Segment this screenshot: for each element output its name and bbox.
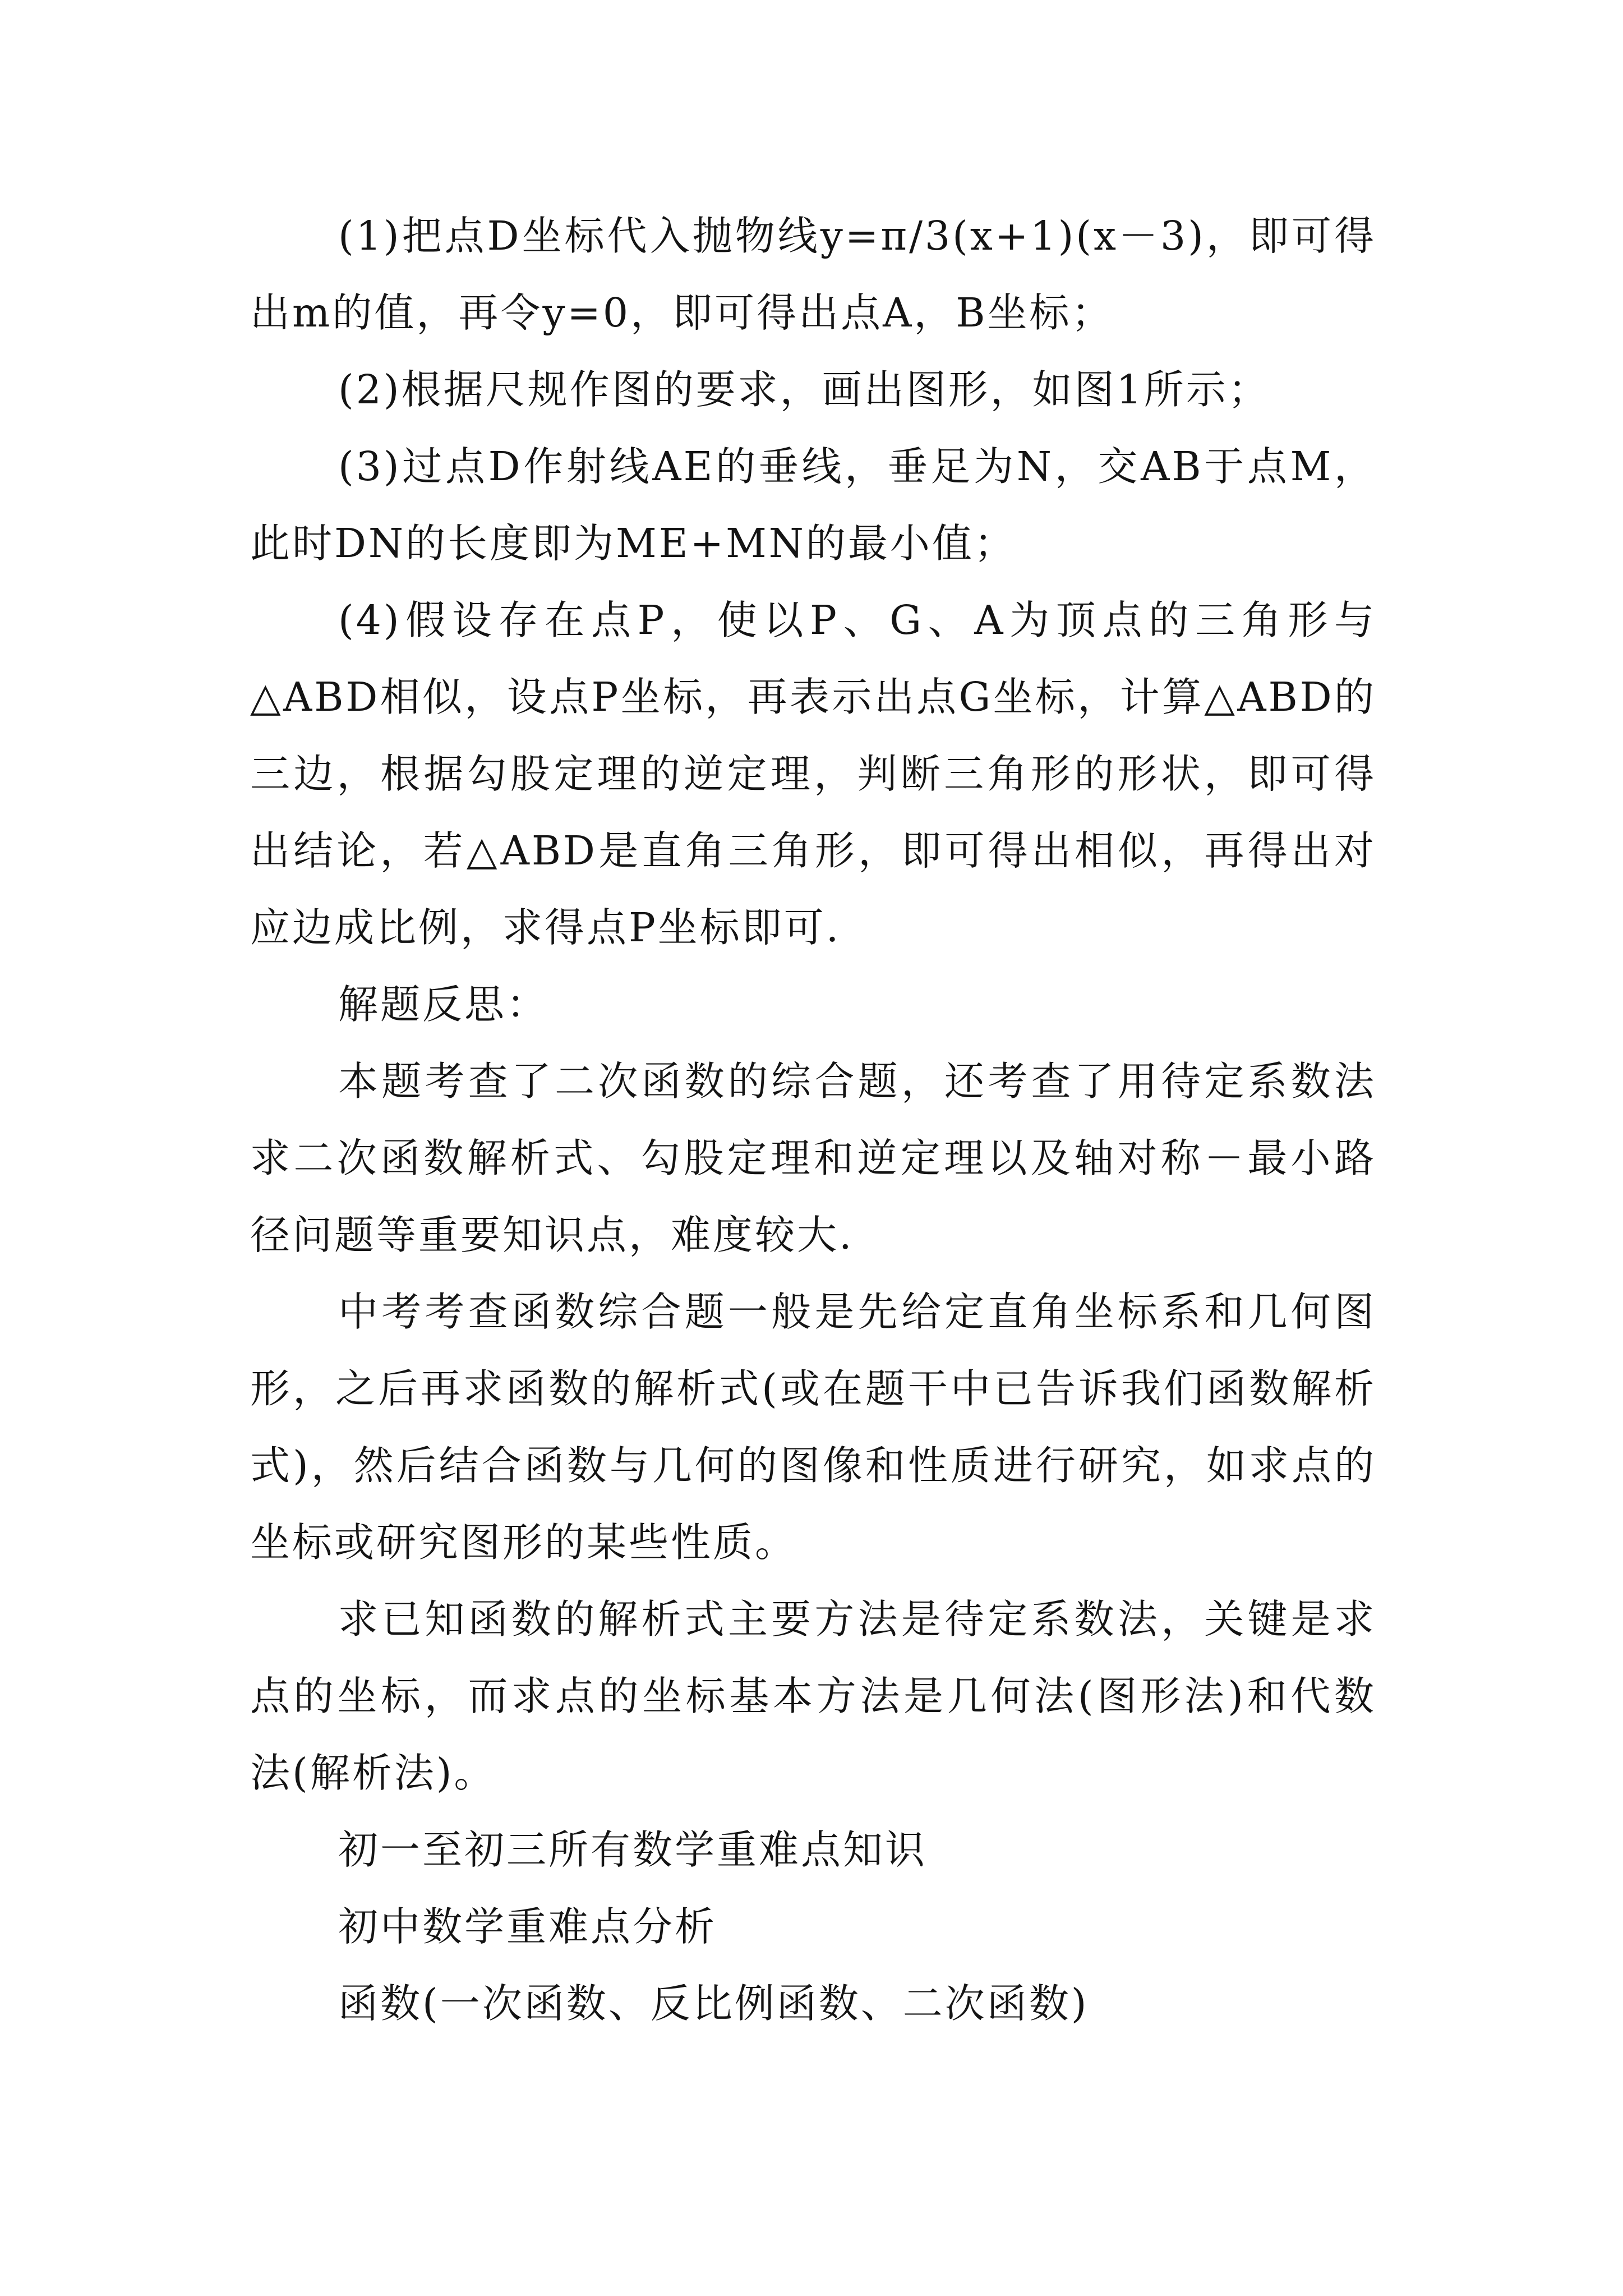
paragraph-reflection-3: 求已知函数的解析式主要方法是待定系数法，关键是求点的坐标，而求点的坐标基本方法是几何法(图形法)和代数法(解析法)。 — [250, 1596, 1376, 1796]
topic-heading: 函数(一次函数、反比例函数、二次函数) — [338, 1980, 1089, 2027]
section-title: 初一至初三所有数学重难点知识 — [338, 1826, 928, 1873]
paragraph-hint-1: (1)把点D坐标代入抛物线y=π/3(x+1)(x－3)，即可得出m的值，再令y=0，即可得出点A，B坐标； — [250, 213, 1376, 336]
paragraph-hint-3: (3)过点D作射线AE的垂线，垂足为N，交AB于点M，此时DN的长度即为ME+MN的最小值； — [250, 443, 1376, 567]
paragraph-reflection-2: 中考考查函数综合题一般是先给定直角坐标系和几何图形，之后再求函数的解析式(或在题干中已告诉我们函数解析式)，然后结合函数与几何的图像和性质进行研究，如求点的坐标或研究图形的某些性质。 — [250, 1289, 1376, 1566]
paragraph-hint-4: (4)假设存在点P，使以P、G、A为顶点的三角形与△ABD相似，设点P坐标，再表示出点G坐标，计算△ABD的三边，根据勾股定理的逆定理，判断三角形的形状，即可得出结论，若△ABD是直角三角形，即可得出相似，再得出对应边成比例，求得点P坐标即可. — [250, 597, 1376, 951]
reflection-heading: 解题反思： — [338, 981, 549, 1028]
paragraph-reflection-1: 本题考查了二次函数的综合题，还考查了用待定系数法求二次函数解析式、勾股定理和逆定理以及轴对称－最小路径问题等重要知识点，难度较大. — [250, 1058, 1376, 1258]
paragraph-hint-2: (2)根据尺规作图的要求，画出图形，如图1所示； — [338, 366, 1270, 413]
section-subtitle: 初中数学重难点分析 — [338, 1903, 717, 1950]
document-body — [250, 197, 1376, 2042]
